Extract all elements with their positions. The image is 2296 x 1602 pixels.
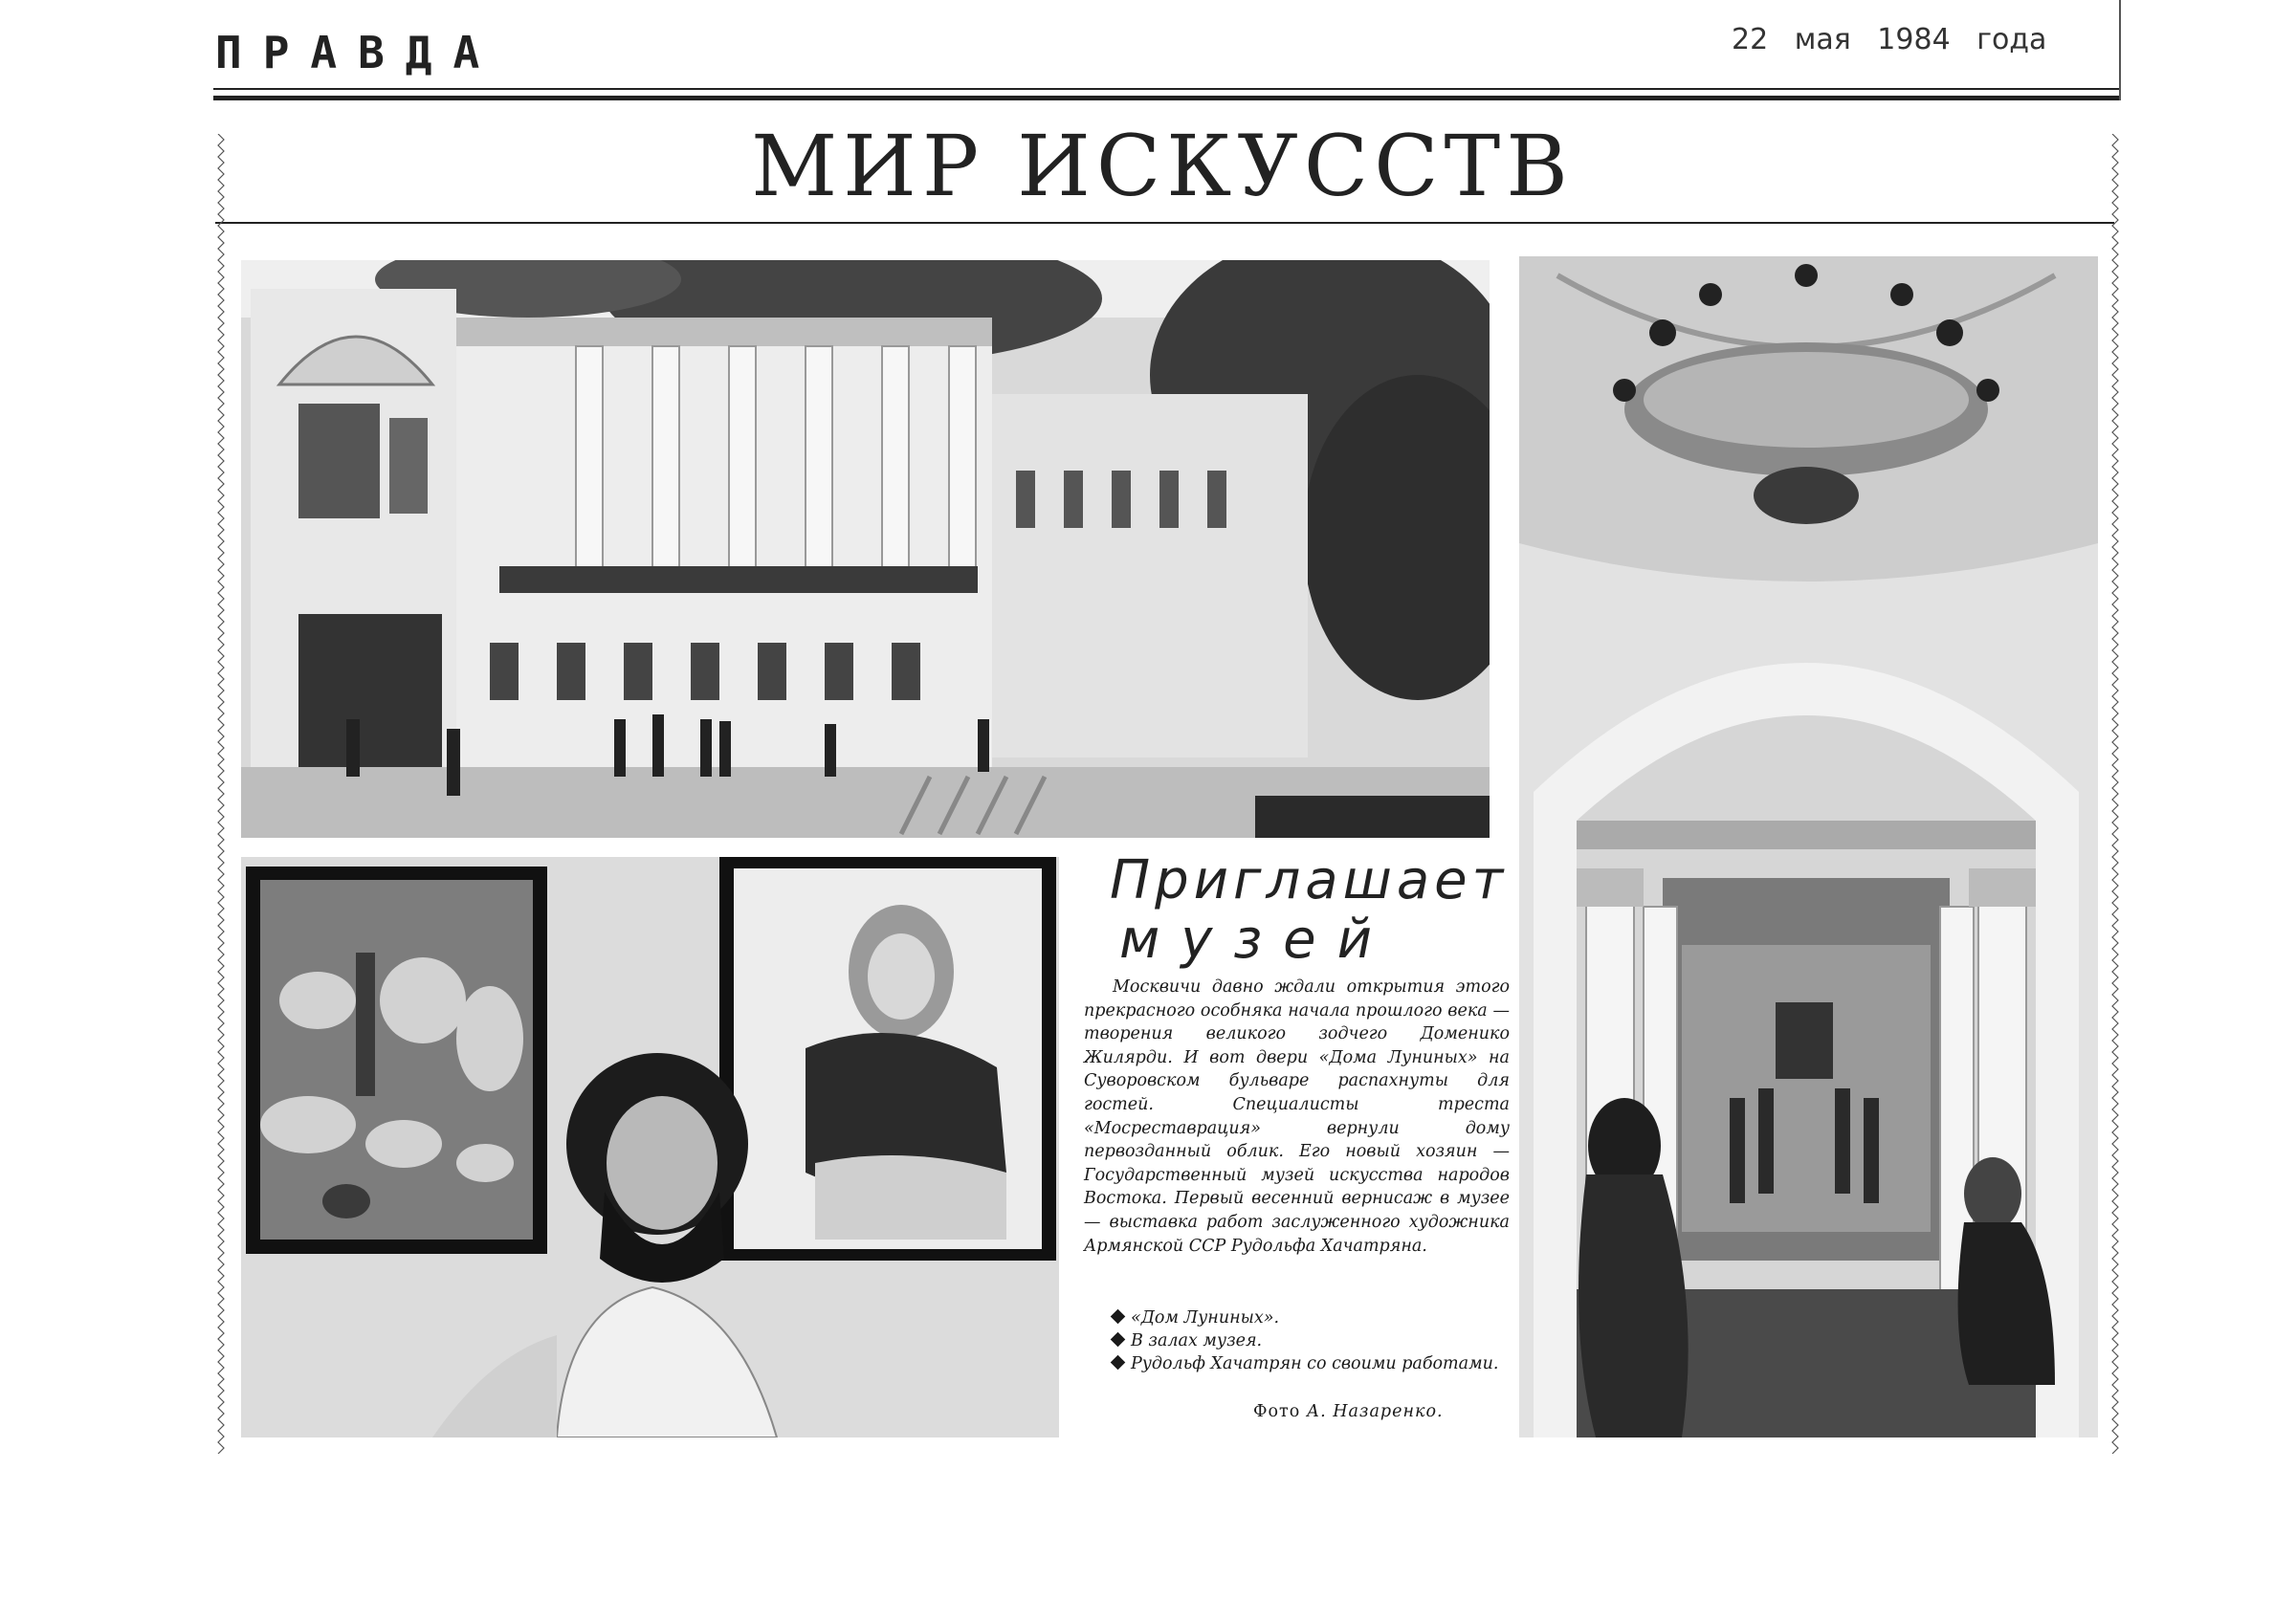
photo-credit-label: Фото xyxy=(1253,1402,1301,1421)
photo-artist-with-works xyxy=(241,857,1059,1437)
header-rule-thick xyxy=(213,96,2119,100)
section-rule xyxy=(215,222,2114,224)
issue-date: 22 мая 1984 года xyxy=(1732,23,2047,56)
article-headline-line1: Приглашает xyxy=(1110,849,1509,911)
section-title: МИР ИСКУССТВ xyxy=(751,117,1574,215)
header-rule-thin xyxy=(213,88,2119,90)
photo-lunin-house xyxy=(241,260,1490,838)
article-body: Москвичи давно ждали открытия этого прекрасного особняка начала прошлого века — творения великого зодчего Доменико Жилярди. И вот двери «Дома Луниных» на Суворовском бульваре распахнуты для гостей. Специалисты треста «Мосреставрация» вернули дому первозданный облик. Его новый хозяин — Государственный музей искусства народов Востока. Первый весенний вернисаж в музее — выставка работ заслуженного художника Армянской ССР Рудольфа Хачатряна. xyxy=(1084,977,1510,1256)
caption-item xyxy=(1084,1329,1510,1353)
caption-text: «Дом Луниных». xyxy=(1131,1308,1280,1328)
caption-item xyxy=(1084,1352,1510,1376)
bullet-diamond-icon xyxy=(1111,1332,1126,1348)
newspaper-masthead: ПРАВДА xyxy=(215,27,501,78)
bullet-diamond-icon xyxy=(1111,1355,1126,1371)
right-wavy-border xyxy=(2110,134,2120,1454)
photo-museum-hall xyxy=(1519,256,2098,1437)
caption-text: В залах музея. xyxy=(1131,1331,1263,1350)
photo-credit xyxy=(1253,1402,1444,1421)
left-wavy-border xyxy=(216,134,226,1454)
caption-text: Рудольф Хачатрян со своими работами. xyxy=(1131,1354,1499,1373)
right-border-line xyxy=(2119,0,2121,100)
photo-credit-name: А. Назаренко. xyxy=(1306,1402,1444,1421)
article-headline-line2: музей xyxy=(1119,909,1394,971)
bullet-diamond-icon xyxy=(1111,1309,1126,1325)
caption-item xyxy=(1084,1306,1510,1330)
